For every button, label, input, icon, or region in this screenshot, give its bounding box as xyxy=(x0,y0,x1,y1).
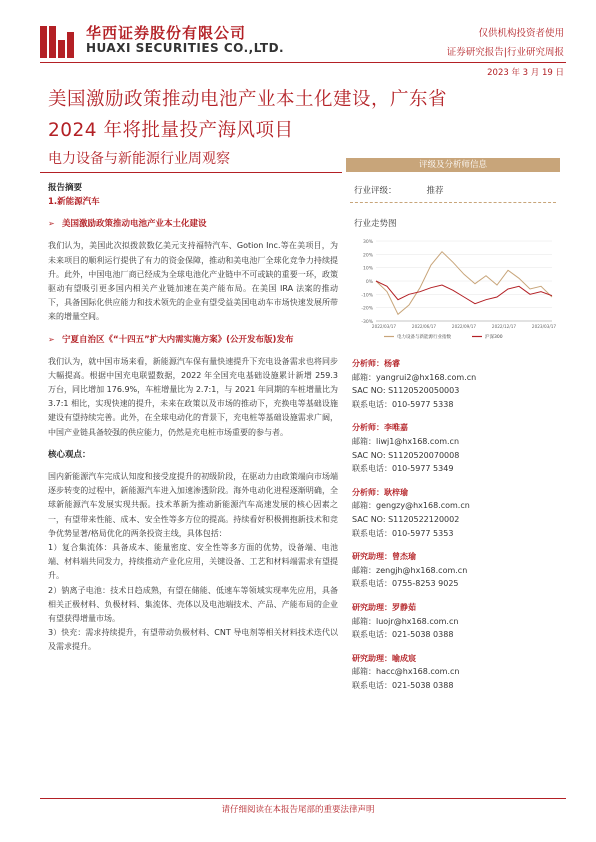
chart-y-tick-label: -10% xyxy=(361,293,373,299)
analyst-sac: SAC NO: S1120520050003 xyxy=(352,386,460,396)
summary-heading: 报告摘要 xyxy=(48,183,83,193)
analyst-role: 研究助理：喻成宸 xyxy=(352,653,416,663)
analyst-list xyxy=(346,351,560,692)
analyst-email[interactable]: 邮箱：liwj1@hx168.com.cn xyxy=(352,436,460,446)
report-subtitle: 电力设备与新能源行业周观察 xyxy=(48,151,230,167)
analyst-email[interactable]: 邮箱：gengzy@hx168.com.cn xyxy=(352,501,470,511)
bullet-ningxia-plan: ➢ 宁夏自治区《“十四五”扩大内需实施方案》(公开发布版)发布 xyxy=(48,333,338,347)
paragraph-charging: 我们认为，就中国市场来看，新能源汽车保有量快速提升下充电设备需求也将同步大幅提高。根据中国充电联盟数据，2022 年全国充电基础设施累计新增 259.3 万台，同比增加 176.9%，车桩增量比为 2.7:1，与 2021 年同期的车桩增量比为 3.7:1 相比，实现快速的提升，未来在政策以及市场的推动下，充换电等基础设施建设有望持续完善。此外，在全球电动化的背景下，充电桩等基础设施需求广阔，中国产业链具备较强的供应能力，仍然是充电桩市场重要的参与者。 xyxy=(48,356,338,437)
analyst-entry xyxy=(352,601,560,642)
analyst-role: 研究助理：曾杰瑜 xyxy=(352,552,416,562)
analyst-entry xyxy=(352,421,560,475)
report-title-line2: 2024 年将批量投产海风项目 xyxy=(48,120,294,141)
chart-x-tick-label: 2022/06/17 xyxy=(411,324,437,329)
analyst-email[interactable]: 邮箱：luojr@hx168.com.cn xyxy=(352,616,459,626)
rating-value: 推荐 xyxy=(426,186,444,196)
company-logo-icon xyxy=(40,22,78,60)
analyst-email[interactable]: 邮箱：hacc@hx168.com.cn xyxy=(352,667,460,677)
analyst-sac: SAC NO: S1120520070008 xyxy=(352,450,460,460)
summary-column xyxy=(48,181,338,655)
analyst-role: 分析师：李唯嘉 xyxy=(352,423,408,433)
analyst-role: 分析师：耿梓瑜 xyxy=(352,487,408,497)
analyst-phone: 联系电话：021-5038 0388 xyxy=(352,630,454,640)
section-heading-nev: 1.新能源汽车 xyxy=(48,197,100,208)
analyst-entry xyxy=(352,652,560,693)
audience-note: 仅供机构投资者使用 xyxy=(478,28,564,39)
report-title-line1: 美国激励政策推动电池产业本土化建设，广东省 xyxy=(48,89,448,110)
report-type: 证券研究报告|行业研究周报 xyxy=(446,47,564,58)
sidebar-header-bar: 评级及分析师信息 xyxy=(346,158,560,172)
chart-y-tick-label: 20% xyxy=(362,253,373,259)
chart-x-tick-label: 2022/03/17 xyxy=(371,324,397,329)
rating-label: 行业评级： xyxy=(354,186,397,196)
trend-chart xyxy=(350,235,556,347)
analyst-role: 研究助理：罗静茹 xyxy=(352,602,416,612)
item-fast-charging: 3）快充：需求持续提升，有望带动负极材料、CNT 导电剂等相关材料技术迭代以及需求提升。 xyxy=(48,628,338,652)
bullet-us-policy: ➢ 美国激励政策推动电池产业本土化建设 xyxy=(48,217,338,231)
analyst-phone: 联系电话：010-5977 5349 xyxy=(352,464,454,474)
paragraph-us-policy: 我们认为，美国此次拟拨款数亿美元支持福特汽车、Gotion Inc.等在美项目，为未来项目的顺利运行提供了有力的资金保障，推动和美电池厂全球化竞争力持续提升。此外，中国电池厂商已经成为全球电池化产业链中不可或缺的重要一环，政策驱动有望吸引更多国内相关产业链加速在美产能布局。在美国 IRA 法案的推动下，具备国际化供应能力和技术领先的企业有望受益美国电动车市场快速发展所带来的增量空间。 xyxy=(48,241,338,322)
chart-x-tick-label: 2022/09/17 xyxy=(451,324,477,329)
footer-disclaimer-note: 请仔细阅读在本报告尾部的重要法律声明 xyxy=(221,805,375,815)
analyst-role: 分析师：杨睿 xyxy=(352,359,400,368)
page-header xyxy=(0,0,596,78)
analyst-email[interactable]: 邮箱：zengjh@hx168.com.cn xyxy=(352,565,468,575)
chart-y-tick-label: 30% xyxy=(362,240,373,245)
analyst-entry xyxy=(352,486,560,540)
chart-x-tick-label: 2023/03/17 xyxy=(531,324,556,329)
chart-y-tick-label: -30% xyxy=(361,320,373,325)
company-name-en: HUAXI SECURITIES CO.,LTD. xyxy=(86,41,285,55)
analyst-entry xyxy=(352,357,560,411)
analyst-entry xyxy=(352,550,560,591)
analyst-phone: 联系电话：010-5977 5353 xyxy=(352,528,454,538)
chart-legend-entry: 电力设备与新能源行业指数 xyxy=(397,335,451,340)
footer-divider xyxy=(40,798,566,799)
core-view-heading: 核心观点： xyxy=(48,449,91,460)
item-composite-collector: 1）复合集流体：具备成本、能量密度、安全性等多方面的优势，设备端、电池端、材料端共同发力，持续推动产业化应用，关键设备、工艺和材料端需求有望提升。 xyxy=(48,543,338,581)
chart-y-tick-label: 10% xyxy=(362,266,373,272)
company-name-cn: 华西证券股份有限公司 xyxy=(86,24,247,42)
chart-y-tick-label: 0% xyxy=(365,280,373,285)
subtitle-divider xyxy=(40,172,342,173)
chart-x-tick-label: 2022/12/17 xyxy=(491,324,517,329)
chart-series-line xyxy=(376,252,552,315)
analyst-sac: SAC NO: S1120522120002 xyxy=(352,514,460,524)
analyst-phone: 联系电话：010-5977 5338 xyxy=(352,399,454,409)
header-divider xyxy=(40,62,566,63)
analyst-phone: 联系电话：021-5038 0388 xyxy=(352,680,454,690)
analyst-phone: 联系电话：0755-8253 9025 xyxy=(352,579,459,589)
analyst-email[interactable]: 邮箱：yangrui2@hx168.com.cn xyxy=(352,372,477,382)
report-date: 2023 年 3 月 19 日 xyxy=(487,68,564,78)
item-sodium-battery: 2）钠离子电池：技术日趋成熟，有望在储能、低速车等领域实现率先应用，具备相关正极材料、负极材料、集流体、壳体以及电池端技术、产品、产能布局的企业有望获得增量市场。 xyxy=(48,585,338,624)
trend-chart-label: 行业走势图 xyxy=(354,219,397,229)
paragraph-core-view: 国内新能源汽车完成认知度和接受度提升的初级阶段，在驱动力由政策端向市场端逐步转变的过程中，新能源汽车进入加速渗透阶段。海外电动化进程逐渐明确，全球新能源汽车发展实现共振。技术革新为推动新能源汽车高速发展的核心因素之一，有望带来性能、成本、安全性等多方位的提高。持续看好积极拥抱新技术和竞争优势显著/格局优化的两条投资主线，具体包括： xyxy=(48,472,338,538)
chart-y-tick-label: -20% xyxy=(361,306,373,312)
rating-sidebar xyxy=(346,158,560,702)
chart-legend-entry: 沪深300 xyxy=(485,335,503,340)
rating-row xyxy=(346,172,560,202)
